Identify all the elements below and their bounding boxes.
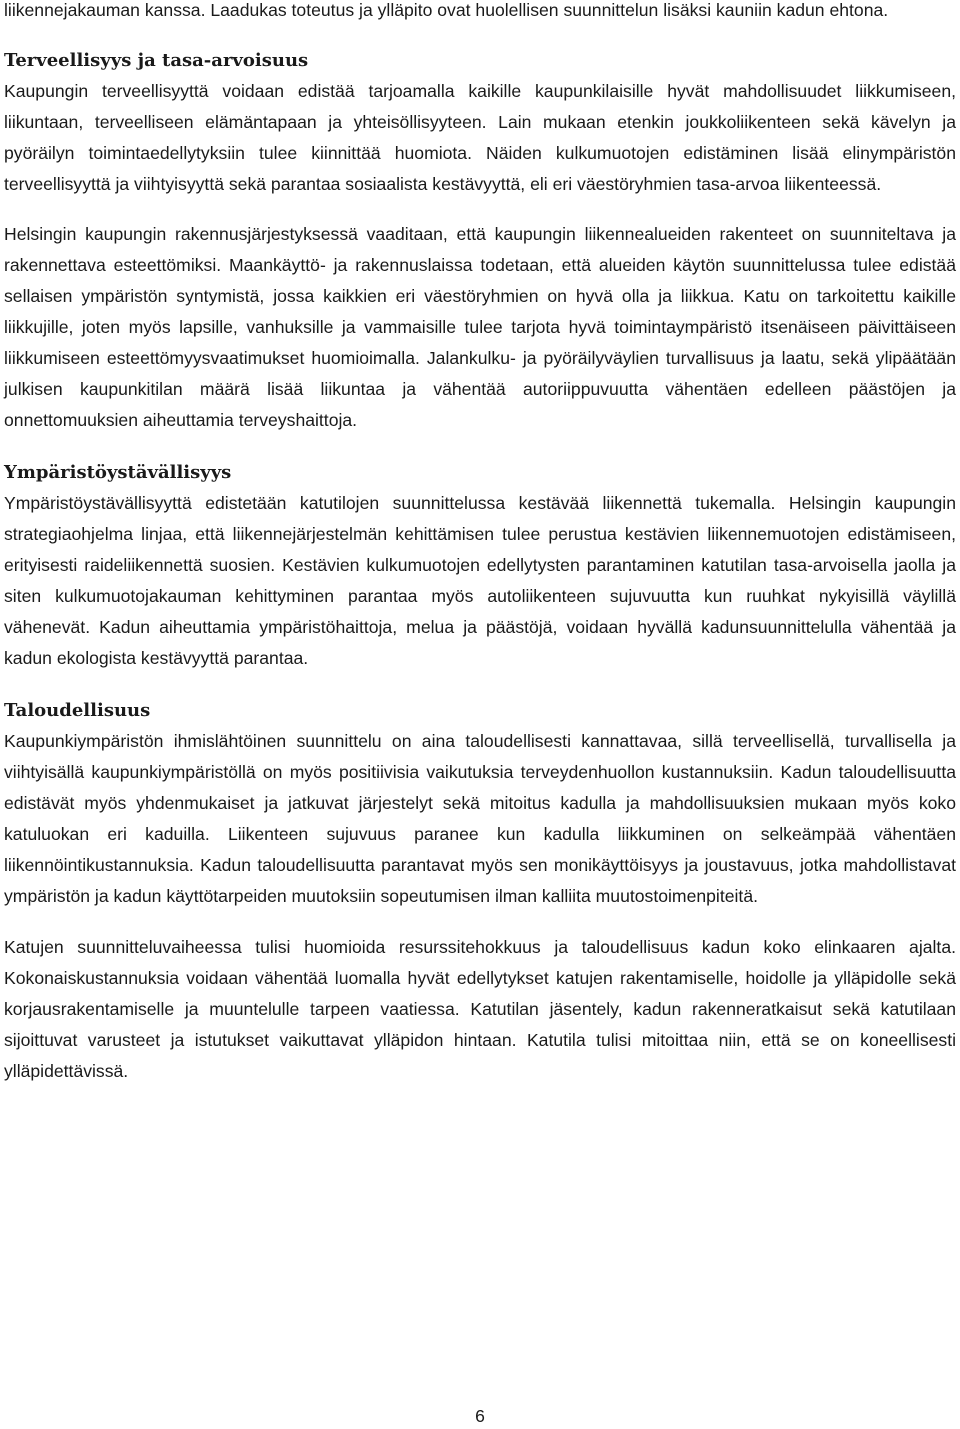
page-number: 6 xyxy=(475,1406,485,1426)
economy-paragraph-1: Kaupunkiympäristön ihmislähtöinen suunnittelu on aina taloudellisesti kannattavaa, sillä terveellisellä, turvallisella ja viihtyisällä kaupunkiympäristöllä on myös positiivisia vaikutuksia terveydenhuollon kustannuksiin. Kadun taloudellisuutta edistävät myös yhdenmukaiset ja jatkuvat järjestelyt sekä mitoitus kadulla ja mahdollisuuksien mukaan myös koko katuluokan eri kaduilla. Liikenteen sujuvuus paranee kun kadulla liikkuminen on selkeämpää vähentäen liikennöintikustannuksia. Kadun taloudellisuutta parantavat myös sen monikäyttöisyys ja joustavuus, jotka mahdollistavat ympäristön ja kadun käyttötarpeiden muutoksiin sopeutumisen ilman kalliita muutostoimenpiteitä. xyxy=(4,731,956,906)
heading-health: Terveellisyys ja tasa-arvoisuus xyxy=(4,50,309,71)
heading-environment: Ympäristöystävällisyys xyxy=(4,462,232,483)
health-paragraph-1: Kaupungin terveellisyyttä voidaan edistää tarjoamalla kaikille kaupunkilaisille hyvät mahdollisuudet liikkumiseen, liikuntaan, terveelliseen elämäntapaan ja yhteisöllisyyteen. Lain mukaan etenkin joukkoliikenteen sekä kävelyn ja pyöräilyn toimintaedellytyksiin tulee kiinnittää huomiota. Näiden kulkumuotojen edistäminen lisää elinympäristön terveellisyyttä ja viihtyisyyttä sekä parantaa sosiaalista kestävyyttä, eli eri väestöryhmien tasa-arvoa liikenteessä. xyxy=(4,81,956,194)
document-page xyxy=(4,0,956,1087)
economy-paragraph-2: Katujen suunnitteluvaiheessa tulisi huomioida resurssitehokkuus ja taloudellisuus kadun koko elinkaaren ajalta. Kokonaiskustannuksia voidaan vähentää luomalla hyvät edellytykset katujen rakentamiselle, hoidolle ja ylläpidolle sekä korjausrakentamiselle ja muuntelulle tarpeen vaatiessa. Katutilan jäsentely, kadun rakenneratkaisut sekä katutilaan sijoittuvat varusteet ja istutukset vaikuttavat ylläpidon hintaan. Katutila tulisi mitoittaa niin, että se on koneellisesti ylläpidettävissä. xyxy=(4,937,956,1081)
environment-paragraph: Ympäristöystävällisyyttä edistetään katutilojen suunnittelussa kestävää liikennettä tukemalla. Helsingin kaupungin strategiaohjelma linjaa, että liikennejärjestelmän kehittämisen tulee perustua kestävien liikennemuotojen edistämiseen, erityisesti raideliikennettä suosien. Kestävien kulkumuotojen edellytysten parantaminen katutilan tasa-arvoisella jaolla ja siten kulkumuotojakauman kehittyminen parantaa myös autoliikenteen sujuvuutta kun ruuhkat nykyisillä väylillä vähenevät. Kadun aiheuttamia ympäristöhaittoja, melua ja päästöjä, voidaan hyvällä kadunsuunnittelulla vähentää ja kadun ekologista kestävyyttä parantaa. xyxy=(4,493,956,668)
intro-paragraph: liikennejakauman kanssa. Laadukas toteutus ja ylläpito ovat huolellisen suunnittelun lisäksi kauniin kadun ehtona. xyxy=(4,0,889,20)
heading-economy: Taloudellisuus xyxy=(4,700,151,721)
health-paragraph-2: Helsingin kaupungin rakennusjärjestyksessä vaaditaan, että kaupungin liikennealueiden rakenteet on suunniteltava ja rakennettava esteettömiksi. Maankäyttö- ja rakennuslaissa todetaan, että alueiden käytön suunnittelussa tulee edistää sellaisen ympäristön syntymistä, jossa kaikkien eri väestöryhmien on hyvä olla ja liikkua. Katu on tarkoitettu kaikille liikkujille, joten myös lapsille, vanhuksille ja vammaisille tulee tarjota hyvä toimintaympäristö itsenäiseen päivittäiseen liikkumiseen esteettömyysvaatimukset huomioimalla. Jalankulku- ja pyöräilyväylien turvallisuus ja laatu, sekä ylipäätään julkisen kaupunkitilan määrä lisää liikuntaa ja vähentää autoriippuvuutta vähentäen edelleen päästöjen ja onnettomuuksien aiheuttamia terveyshaittoja. xyxy=(4,224,956,430)
